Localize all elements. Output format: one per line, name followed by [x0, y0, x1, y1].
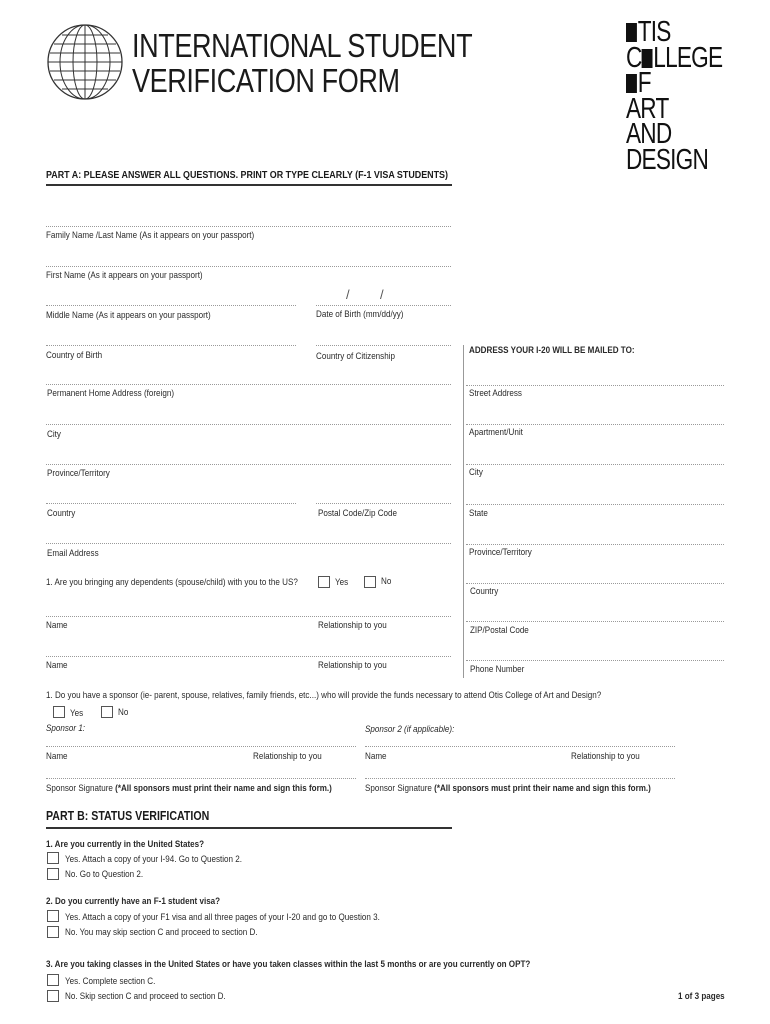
family-name-label: Family Name /Last Name (As it appears on your passport): [46, 230, 255, 241]
q3-no-checkbox[interactable]: [47, 990, 59, 1002]
i20-phone-label: Phone Number: [470, 664, 525, 675]
i20-city-label: City: [469, 467, 483, 478]
perm-address-label: Permanent Home Address (foreign): [47, 388, 175, 399]
logo-line2b: LLEGE: [653, 41, 723, 74]
sponsor2-label: Sponsor 2 (if applicable):: [365, 724, 455, 735]
q2-yes-label: Yes. Attach a copy of your F1 visa and all three pages of your I-20 and go to Question 3.: [65, 912, 380, 923]
i20-province-field[interactable]: [466, 544, 724, 545]
dependents-yes-label: Yes: [335, 577, 349, 588]
i20-zip-field[interactable]: [466, 621, 724, 622]
globe-icon: [45, 22, 125, 102]
postal-label: Postal Code/Zip Code: [318, 508, 398, 519]
sponsor2-signature-note: (*All sponsors must print their name and sign this form.): [434, 783, 651, 794]
logo-line1: TIS: [637, 16, 671, 48]
q1-yes-label: Yes. Attach a copy of your I-94. Go to Question 2.: [65, 854, 243, 865]
i20-phone-field[interactable]: [466, 660, 724, 661]
dependents-no-label: No: [381, 576, 392, 587]
sponsor2-signature-text: Sponsor Signature: [365, 783, 432, 794]
dob-field[interactable]: [316, 305, 451, 306]
i20-country-field[interactable]: [466, 583, 724, 584]
sponsor1-name-label: Name: [46, 751, 68, 762]
dependent2-name-field[interactable]: [46, 656, 451, 657]
dependent1-name-label: Name: [46, 620, 68, 631]
sponsor2-relationship-label: Relationship to you: [571, 751, 640, 762]
i20-state-field[interactable]: [466, 504, 724, 505]
q1-yes-checkbox[interactable]: [47, 852, 59, 864]
email-field[interactable]: [46, 543, 451, 544]
sponsor2-signature-label: [365, 783, 651, 794]
sponsor-yes-label: Yes: [70, 708, 84, 719]
province-label: Province/Territory: [47, 468, 110, 479]
sponsor1-label: Sponsor 1:: [46, 723, 86, 734]
sponsor1-signature-note: (*All sponsors must print their name and sign this form.): [115, 783, 332, 794]
sponsor1-name-field[interactable]: [46, 746, 356, 747]
logo-line4: ART: [626, 92, 669, 125]
q1-no-checkbox[interactable]: [47, 868, 59, 880]
i20-province-label: Province/Territory: [469, 547, 532, 558]
country-birth-field[interactable]: [46, 345, 296, 346]
q3-yes-checkbox[interactable]: [47, 974, 59, 986]
dependent1-relationship-label: Relationship to you: [318, 620, 387, 631]
dob-sep-2: /: [380, 287, 384, 302]
country-label: Country: [47, 508, 76, 519]
sponsor-yes-checkbox[interactable]: [53, 706, 65, 718]
i20-country-label: Country: [470, 586, 499, 597]
logo-line6: DESIGN: [626, 143, 709, 176]
part-a-rule: [46, 184, 452, 186]
otis-logo: [626, 16, 749, 176]
family-name-field[interactable]: [46, 226, 451, 227]
logo-line5: AND: [626, 118, 672, 150]
i20-apt-label: Apartment/Unit: [469, 427, 523, 438]
i20-street-field[interactable]: [466, 385, 724, 386]
part-a-heading: PART A: PLEASE ANSWER ALL QUESTIONS. PRINT OR TYPE CLEARLY (F-1 VISA STUDENTS): [46, 169, 448, 181]
province-field[interactable]: [46, 464, 451, 465]
i20-state-label: State: [469, 508, 488, 519]
q3-yes-label: Yes. Complete section C.: [65, 976, 156, 987]
part-b-q1: 1. Are you currently in the United States?: [46, 839, 205, 850]
country-citizenship-label: Country of Citizenship: [316, 351, 395, 362]
middle-name-field[interactable]: [46, 305, 296, 306]
sponsor-question: 1. Do you have a sponsor (ie- parent, spouse, relatives, family friends, etc...) who will provide the funds necessary to attend Otis College of Art and Design?: [46, 690, 602, 701]
email-label: Email Address: [47, 548, 99, 559]
middle-name-label: Middle Name (As it appears on your passport): [46, 310, 211, 321]
logo-square-o2: [642, 49, 653, 68]
postal-field[interactable]: [316, 503, 451, 504]
q1-no-label: No. Go to Question 2.: [65, 869, 144, 880]
part-b-q2: 2. Do you currently have an F-1 student visa?: [46, 896, 221, 907]
part-b-heading: PART B: STATUS VERIFICATION: [46, 809, 210, 823]
dependents-question: 1. Are you bringing any dependents (spouse/child) with you to the US?: [46, 577, 298, 588]
logo-line3: F: [637, 67, 651, 99]
sponsor1-signature-field[interactable]: [46, 778, 356, 779]
i20-apt-field[interactable]: [466, 424, 724, 425]
dependents-no-checkbox[interactable]: [364, 576, 376, 588]
dependent1-name-field[interactable]: [46, 616, 451, 617]
i20-city-field[interactable]: [466, 464, 724, 465]
q2-no-label: No. You may skip section C and proceed to section D.: [65, 927, 258, 938]
country-field[interactable]: [46, 503, 296, 504]
logo-square-o3: [626, 74, 637, 93]
page-number: 1 of 3 pages: [678, 991, 725, 1002]
sponsor2-name-field[interactable]: [365, 746, 675, 747]
q3-no-label: No. Skip section C and proceed to section D.: [65, 991, 226, 1002]
country-citizenship-field[interactable]: [316, 345, 451, 346]
perm-address-field[interactable]: [46, 384, 451, 385]
dob-label: Date of Birth (mm/dd/yy): [316, 309, 404, 320]
part-b-q3: 3. Are you taking classes in the United States or have you taken classes within the last 5 months or are you currently on OPT?: [46, 959, 531, 970]
sponsor1-relationship-label: Relationship to you: [253, 751, 322, 762]
form-title-line1: INTERNATIONAL STUDENT: [132, 27, 473, 64]
form-title-line2: VERIFICATION FORM: [132, 62, 400, 99]
sponsor-no-checkbox[interactable]: [101, 706, 113, 718]
logo-square-o: [626, 23, 637, 42]
sponsor2-signature-field[interactable]: [365, 778, 675, 779]
q2-no-checkbox[interactable]: [47, 926, 59, 938]
first-name-label: First Name (As it appears on your passport): [46, 270, 203, 281]
sponsor2-name-label: Name: [365, 751, 387, 762]
part-b-rule: [46, 827, 452, 829]
sponsor1-signature-text: Sponsor Signature: [46, 783, 113, 794]
sponsor1-signature-label: [46, 783, 332, 794]
city-label: City: [47, 429, 61, 440]
dependent2-name-label: Name: [46, 660, 68, 671]
dependents-yes-checkbox[interactable]: [318, 576, 330, 588]
dob-sep-1: /: [346, 287, 350, 302]
logo-line2a: C: [626, 41, 642, 74]
i20-divider: [463, 345, 464, 678]
i20-heading: ADDRESS YOUR I-20 WILL BE MAILED TO:: [469, 345, 635, 356]
i20-street-label: Street Address: [469, 388, 522, 399]
sponsor-no-label: No: [118, 707, 129, 718]
dependent2-relationship-label: Relationship to you: [318, 660, 387, 671]
country-birth-label: Country of Birth: [46, 350, 103, 361]
first-name-field[interactable]: [46, 266, 451, 267]
city-field[interactable]: [46, 424, 451, 425]
q2-yes-checkbox[interactable]: [47, 910, 59, 922]
form-title: [132, 28, 472, 98]
i20-zip-label: ZIP/Postal Code: [470, 625, 529, 636]
